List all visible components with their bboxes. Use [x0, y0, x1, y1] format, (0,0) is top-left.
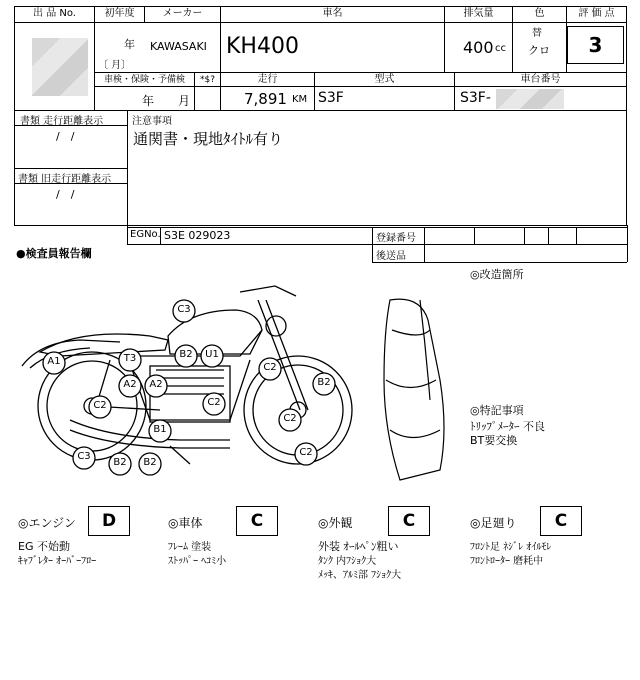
lot-no-label: 出 品 No. [33, 8, 76, 19]
displacement-unit: cc [495, 43, 506, 54]
notes-text: 通関書・現地ﾀｲﾄﾙ有り [133, 130, 284, 148]
engine-note-1: EG 不始動 [18, 540, 70, 553]
type-value: S3F [318, 90, 344, 106]
exterior-note-2: ﾀﾝｸ 内ﾌｼｮｸ大 [318, 556, 377, 567]
reg-no-label: 登録番号 [376, 233, 416, 244]
star-label: *$? [199, 75, 215, 85]
exterior-note-3: ﾒｯｷ、ｱﾙﾐ部 ﾌｼｮｸ大 [318, 570, 402, 581]
maker-value: KAWASAKI [150, 40, 207, 53]
motorcycle-diagram [0, 270, 470, 490]
year-suffix: 年 [124, 38, 135, 51]
damage-mark: B1 [153, 424, 167, 435]
damage-mark: C2 [283, 413, 297, 424]
special-note-2: BT要交換 [470, 434, 518, 447]
exterior-label: ◎外観 [318, 516, 353, 530]
notes-label: 注意事項 [132, 116, 172, 127]
damage-mark: C2 [263, 362, 277, 373]
month-bracket: 〔 月〕 [98, 60, 132, 71]
damage-mark: C3 [77, 451, 91, 462]
old-mileage-doc-value: / / [56, 188, 75, 201]
damage-mark: A2 [149, 379, 163, 390]
damage-mark: C3 [177, 304, 191, 315]
damage-mark: B2 [317, 377, 331, 388]
damage-mark: B2 [179, 349, 193, 360]
type-label: 型式 [374, 74, 395, 85]
model-value: KH400 [226, 34, 299, 59]
mileage-value: 7,891 [244, 90, 287, 108]
eg-value: S3E 029023 [164, 229, 231, 242]
displacement-label: 排気量 [463, 8, 494, 19]
body-note-1: ﾌﾚｰﾑ 塗装 [168, 542, 212, 553]
dest-label: 後送品 [376, 251, 406, 262]
modified-parts-label: ◎改造箇所 [470, 268, 524, 281]
damage-mark: T3 [123, 353, 137, 364]
color-changed-mark: 替 [532, 28, 542, 39]
suspension-grade: C [540, 506, 582, 536]
old-mileage-doc-label: 書類 旧走行距離表示 [18, 174, 112, 185]
frame-label: 車台番号 [520, 74, 561, 85]
engine-note-2: ｷｬﾌﾞﾚﾀｰ ｵｰﾊﾞｰﾌﾛｰ [18, 556, 97, 567]
color-label: 色 [534, 8, 545, 19]
mileage-doc-value: / / [56, 130, 75, 143]
inspection-label: 車検・保険・予備検 [103, 75, 185, 85]
lot-number-redacted [32, 38, 88, 96]
suspension-label: ◎足廻り [470, 516, 517, 530]
body-grade: C [236, 506, 278, 536]
special-notes-label: ◎特記事項 [470, 404, 524, 417]
eg-label: EGNo. [130, 229, 161, 240]
displacement-value: 400 [463, 38, 494, 57]
grade-label: 評 価 点 [578, 8, 615, 19]
frame-prefix: S3F- [460, 90, 491, 106]
damage-mark: A2 [123, 379, 137, 390]
maker-label: メーカー [162, 8, 203, 19]
body-note-2: ｽﾄｯﾊﾟｰ ﾍｺﾐ小 [168, 556, 227, 567]
color-value: クロ [528, 44, 550, 57]
damage-mark: B2 [143, 457, 157, 468]
model-label: 車名 [322, 8, 343, 19]
damage-mark: U1 [205, 349, 219, 360]
exterior-grade: C [388, 506, 430, 536]
damage-mark: B2 [113, 457, 127, 468]
damage-mark: C2 [299, 447, 313, 458]
frame-number-redacted [496, 89, 564, 109]
damage-mark: C2 [207, 397, 221, 408]
mileage-unit: KM [292, 94, 308, 105]
overall-grade: 3 [567, 26, 624, 64]
special-note-1: ﾄﾘｯﾌﾟﾒｰﾀｰ 不良 [470, 420, 545, 433]
suspension-note-2: ﾌﾛﾝﾄﾛｰﾀｰ 磨耗中 [470, 556, 544, 567]
exterior-note-1: 外装 ｵｰﾙﾍﾟﾝ粗い [318, 540, 399, 553]
body-label: ◎車体 [168, 516, 203, 530]
mileage-doc-label: 書類 走行距離表示 [20, 116, 104, 127]
damage-mark: C2 [93, 400, 107, 411]
engine-grade: D [88, 506, 130, 536]
engine-label: ◎エンジン [18, 516, 76, 530]
mileage-label: 走行 [257, 74, 278, 85]
first-reg-label: 初年度 [104, 8, 135, 19]
inspection-value: 年 月 [142, 94, 191, 108]
damage-mark: A1 [47, 356, 61, 367]
inspector-report-label: ●検査員報告欄 [16, 247, 92, 260]
suspension-note-1: ﾌﾛﾝﾄ足 ﾈｼﾞﾚ ｵｲﾙﾓﾚ [470, 542, 552, 553]
